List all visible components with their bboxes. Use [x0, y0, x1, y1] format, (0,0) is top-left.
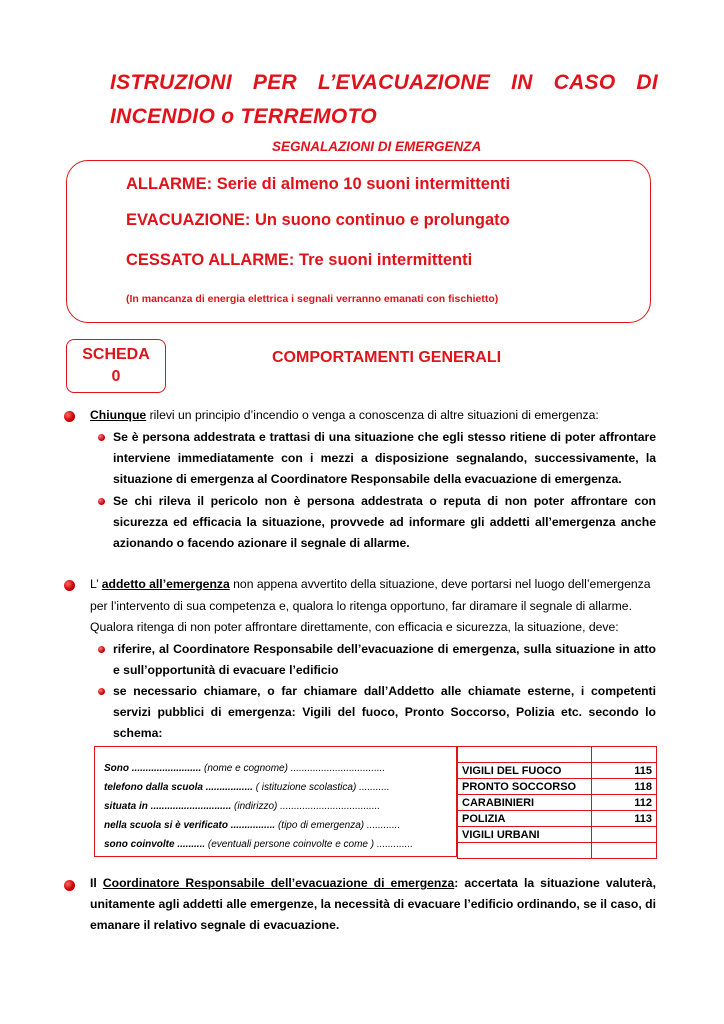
page-title	[110, 66, 658, 134]
p2-text: non appena avvertito della situazione, deve portarsi nel luogo dell’emergenza	[229, 577, 651, 591]
bullet-icon	[64, 880, 75, 891]
p2-pre: L’	[90, 577, 102, 591]
service-number: 112	[592, 795, 657, 811]
p1-sub2	[113, 491, 656, 554]
p3-line2: unitamente agli addetti alle emergenze, la necessità di evacuare l’edificio ordinando, se il caso, di	[90, 897, 656, 911]
subtitle: SEGNALAZIONI DI EMERGENZA	[272, 139, 482, 154]
call-script-line	[104, 820, 400, 831]
call-script-hint: ( istituzione scolastica) ...........	[252, 782, 390, 793]
p1-sub2-line: Se chi rileva il pericolo non è persona addestrata o reputa di non poter affrontare con	[113, 494, 656, 508]
service-number	[592, 747, 657, 763]
service-number: 115	[592, 763, 657, 779]
call-script-hint: (tipo di emergenza) ............	[275, 820, 401, 831]
call-script-field: telefono dalla scuola .................	[104, 782, 253, 793]
sub-bullet-icon	[98, 688, 105, 695]
title-line-2: INCENDIO o TERREMOTO	[110, 105, 377, 128]
bullet-icon	[64, 411, 75, 422]
call-script-field: nella scuola si è verificato ................	[104, 820, 276, 831]
p1-sub2-line: sicurezza ed efficacia la situazione, provvede ad informare gli addetti all’emergenza anche	[113, 515, 656, 529]
p3-text: : accertata la situazione valuterà,	[454, 876, 656, 890]
service-name	[458, 747, 592, 763]
service-number	[592, 827, 657, 843]
call-script-field: situata in .............................	[104, 801, 232, 812]
p3-pre: Il	[90, 876, 103, 890]
service-name	[458, 843, 592, 859]
p1-lead-text: rilevi un principio d’incendio o venga a conoscenza di altre situazioni di emergenza:	[146, 408, 599, 422]
call-script-field: sono coinvolte ..........	[104, 839, 206, 850]
p2-sub2	[113, 681, 656, 744]
service-name: VIGILI DEL FUOCO	[458, 763, 592, 779]
p1-sub1	[113, 427, 656, 490]
sub-bullet-icon	[98, 434, 105, 441]
signal-evacuazione: EVACUAZIONE: Un suono continuo e prolungato	[126, 211, 510, 229]
p2-sub1	[113, 639, 656, 681]
p2-sub1-line: riferire, al Coordinatore Responsabile dell’evacuazione di emergenza, sulla situazione in atto	[113, 642, 656, 656]
section-title: COMPORTAMENTI GENERALI	[272, 349, 502, 366]
p2-sub2-line: se necessario chiamare, o far chiamare dall’Addetto alle chiamate esterne, i competenti	[113, 684, 656, 698]
table-row	[458, 811, 657, 827]
emergency-numbers-table	[457, 746, 657, 859]
call-script-hint: (eventuali persone coinvolte e come ) .............	[205, 839, 414, 850]
service-number	[592, 843, 657, 859]
signal-allarme: ALLARME: Serie di almeno 10 suoni intermittenti	[126, 175, 511, 193]
title-line-1: ISTRUZIONI PER L’EVACUAZIONE IN CASO DI	[110, 71, 658, 94]
p2-sub2-line: servizi pubblici di emergenza: Vigili del fuoco, Pronto Soccorso, Polizia etc. secondo lo	[113, 705, 656, 719]
p2-lead	[90, 574, 670, 595]
scheda-number: 0	[111, 368, 121, 385]
p3-block	[90, 873, 656, 936]
table-row	[458, 827, 657, 843]
p1-sub1-line: interviene immediatamente con i mezzi a disposizione segnalando, successivamente, la	[113, 451, 656, 465]
call-script-hint: (indirizzo) ....................................	[231, 801, 381, 812]
p1-lead-keyword: Chiunque	[90, 408, 147, 422]
p3-line3: emanare il relativo segnale di evacuazione.	[90, 918, 340, 932]
p3-keyword: Coordinatore Responsabile dell’evacuazione di emergenza	[102, 876, 455, 890]
scheda-badge	[66, 339, 166, 393]
signal-cessato: CESSATO ALLARME: Tre suoni intermittenti	[126, 251, 473, 269]
call-script-hint: (nome e cognome) ..................................	[201, 763, 386, 774]
service-name: VIGILI URBANI	[458, 827, 592, 843]
signals-note: (In mancanza di energia elettrica i segnali verranno emanati con fischietto)	[126, 293, 499, 305]
service-name: CARABINIERI	[458, 795, 592, 811]
p1-lead	[90, 405, 670, 426]
call-script-line	[104, 839, 413, 850]
p1-sub1-line: situazione di emergenza al Coordinatore Responsabile della evacuazione di emergenza.	[113, 472, 622, 486]
service-number: 113	[592, 811, 657, 827]
service-name: POLIZIA	[458, 811, 592, 827]
table-row	[458, 763, 657, 779]
table-row	[458, 747, 657, 763]
table-row	[458, 779, 657, 795]
bullet-icon	[64, 580, 75, 591]
call-script-field: Sono .........................	[104, 763, 202, 774]
scheda-label: SCHEDA	[82, 346, 150, 363]
call-script-line	[104, 782, 390, 793]
service-number: 118	[592, 779, 657, 795]
sub-bullet-icon	[98, 498, 105, 505]
p2-keyword: addetto all’emergenza	[101, 577, 230, 591]
service-name: PRONTO SOCCORSO	[458, 779, 592, 795]
p2-line2: per l’intervento di sua competenza e, qualora lo ritenga opportuno, far diramare il segnale di allarme.	[90, 599, 632, 613]
call-script-line	[104, 763, 385, 774]
p2-sub2-line: schema:	[113, 726, 163, 740]
p3-line1	[90, 873, 656, 894]
p2-line3: Qualora ritenga di non poter affrontare direttamente, con efficacia e sicurezza, la situazione, deve:	[90, 620, 619, 634]
p1-sub1-line: Se è persona addestrata e trattasi di una situazione che egli stesso ritiene di poter affrontare	[113, 430, 656, 444]
sub-bullet-icon	[98, 646, 105, 653]
p2-sub1-line: e sull’opportunità di evacuare l’edificio	[113, 663, 339, 677]
p1-sub2-line: azionando o facendo azionare il segnale di allarme.	[113, 536, 410, 550]
call-script-line	[104, 801, 380, 812]
table-row	[458, 795, 657, 811]
table-row	[458, 843, 657, 859]
